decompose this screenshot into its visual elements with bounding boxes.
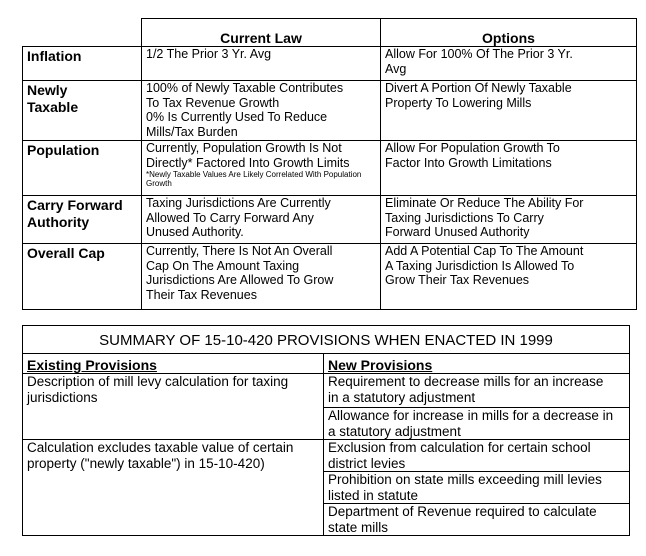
- new-provision-cell: Exclusion from calculation for certain school district levies: [324, 440, 630, 472]
- options-cell: Eliminate Or Reduce The Ability For Taxing Jurisdictions To Carry Forward Unused Authority: [381, 196, 637, 244]
- current-law-cell: Taxing Jurisdictions Are Currently Allowed To Carry Forward Any Unused Authority.: [142, 196, 381, 244]
- table-header-row: [23, 19, 637, 47]
- new-provision-cell: Prohibition on state mills exceeding mill levies listed in statute: [324, 472, 630, 504]
- new-provision-cell: Allowance for increase in mills for a decrease in a statutory adjustment: [324, 408, 630, 440]
- existing-provision-cell: Description of mill levy calculation for taxing jurisdictions: [23, 374, 324, 440]
- options-cell: Divert A Portion Of Newly Taxable Property To Lowering Mills: [381, 81, 637, 141]
- current-law-cell: Currently, There Is Not An Overall Cap On The Amount Taxing Jurisdictions Are Allowed To Grow Their Tax Revenues: [142, 244, 381, 310]
- table-row-inflation: [23, 47, 637, 81]
- table-row-newly-taxable: [23, 81, 637, 141]
- options-header: Options: [381, 19, 637, 47]
- new-provision-cell: Requirement to decrease mills for an increase in a statutory adjustment: [324, 374, 630, 408]
- table-row-population: [23, 141, 637, 196]
- summary-title: SUMMARY OF 15-10-420 PROVISIONS WHEN ENACTED IN 1999: [23, 326, 630, 354]
- table-row-carry-forward: [23, 196, 637, 244]
- row-label: Overall Cap: [23, 244, 142, 310]
- options-cell: Allow For Population Growth To Factor Into Growth Limitations: [381, 141, 637, 196]
- table-row: [23, 374, 630, 408]
- tax-growth-options-table: [22, 18, 637, 310]
- summary-header-row: [23, 354, 630, 374]
- new-provision-cell: Department of Revenue required to calculate state mills: [324, 504, 630, 536]
- header-blank-cell: [23, 19, 142, 47]
- existing-provisions-header: Existing Provisions: [23, 354, 324, 374]
- options-cell: Allow For 100% Of The Prior 3 Yr. Avg: [381, 47, 637, 81]
- existing-provision-cell: Calculation excludes taxable value of certain property ("newly taxable") in 15-10-420): [23, 440, 324, 536]
- summary-title-row: [23, 326, 630, 354]
- current-law-cell: 100% of Newly Taxable Contributes To Tax Revenue Growth 0% Is Currently Used To Reduce Mills/Tax Burden: [142, 81, 381, 141]
- current-law-header: Current Law: [142, 19, 381, 47]
- row-label: Carry Forward Authority: [23, 196, 142, 244]
- table-row: [23, 440, 630, 472]
- current-law-cell: Currently, Population Growth Is Not Directly* Factored Into Growth Limits *Newly Taxable Values Are Likely Correlated With Population Growth: [142, 141, 381, 196]
- row-label: Population: [23, 141, 142, 196]
- new-provisions-header: New Provisions: [324, 354, 630, 374]
- current-law-cell: 1/2 The Prior 3 Yr. Avg: [142, 47, 381, 81]
- footnote: *Newly Taxable Values Are Likely Correlated With Population Growth: [146, 170, 362, 189]
- row-label: Inflation: [23, 47, 142, 81]
- table-row-overall-cap: [23, 244, 637, 310]
- summary-provisions-table: [22, 325, 630, 536]
- options-cell: Add A Potential Cap To The Amount A Taxing Jurisdiction Is Allowed To Grow Their Tax Revenues: [381, 244, 637, 310]
- row-label: Newly Taxable: [23, 81, 142, 141]
